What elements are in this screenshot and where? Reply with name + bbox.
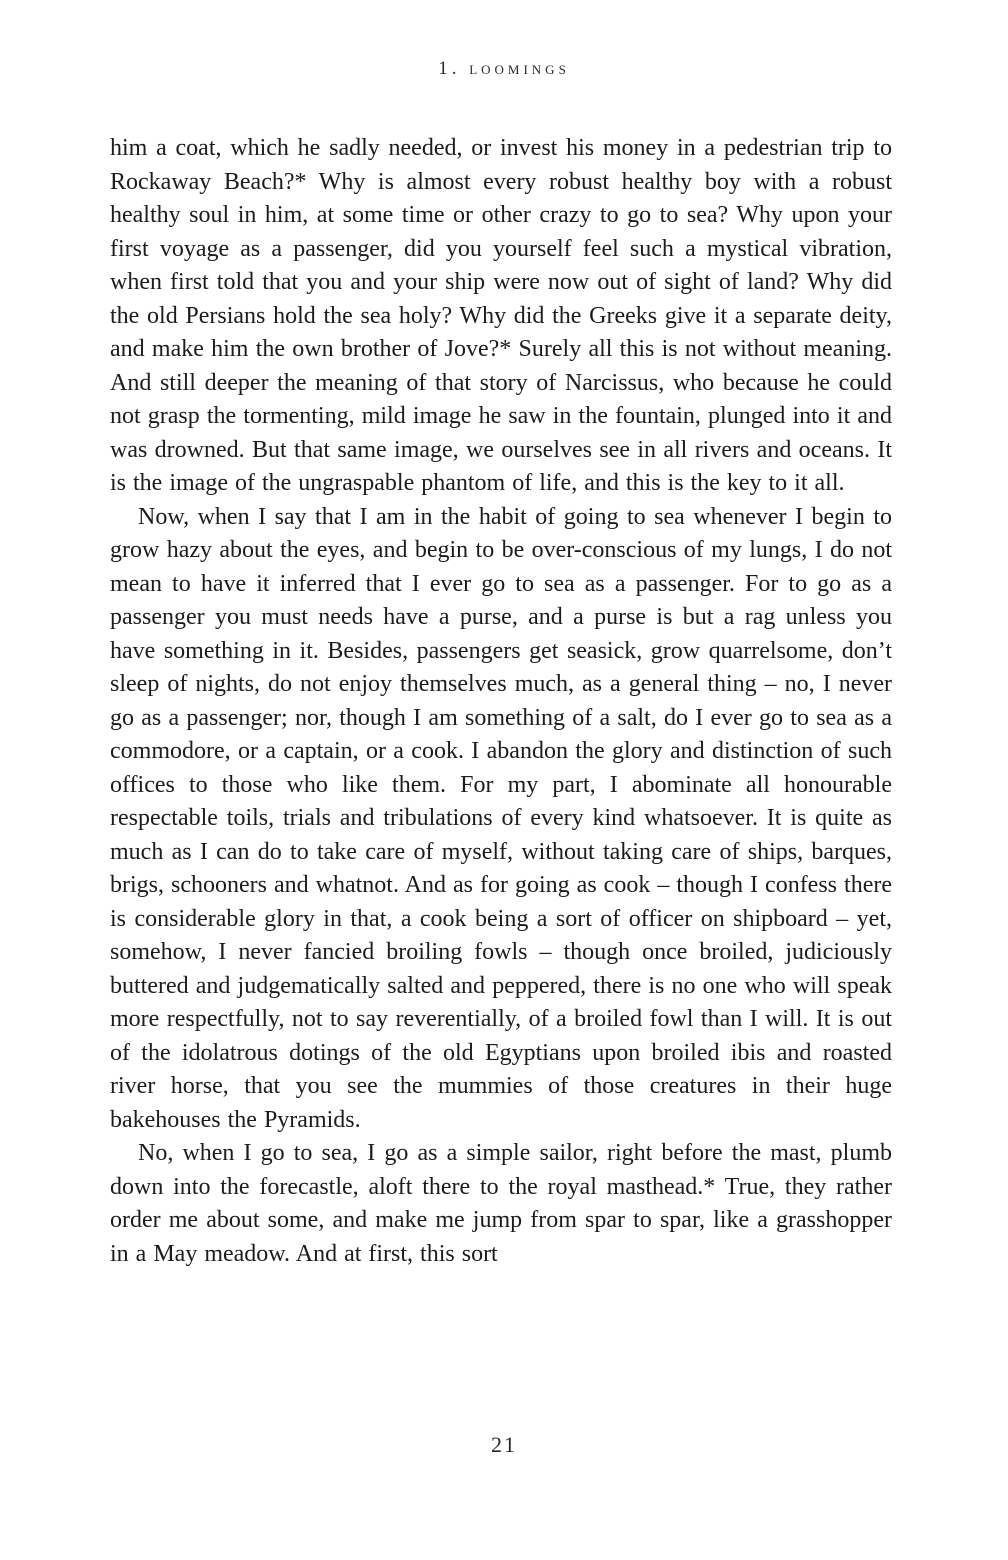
paragraph-continuation: him a coat, which he sadly needed, or invest his money in a pedestrian trip to Rockaway Beach?* Why is almost every robust healthy boy with a robust healthy soul in him, at some time or other crazy to go to sea? Why upon your first voyage as a passenger, did you yourself feel such a mystical vibration, when first told that you and your ship were now out of sight of land? Why did the old Persians hold the sea holy? Why did the Greeks give it a separate deity, and make him the own brother of Jove?* Surely all this is not without meaning. And still deeper the meaning of that story of Narcissus, who because he could not grasp the tormenting, mild image he saw in the fountain, plunged into it and was drowned. But that same image, we ourselves see in all rivers and oceans. It is the image of the ungraspable phantom of life, and this is the key to it all. <box>110 135 892 496</box>
page-number: 21 <box>491 1432 517 1457</box>
text-block <box>110 132 892 1271</box>
paragraph: No, when I go to sea, I go as a simple sailor, right before the mast, plumb down into the forecastle, aloft there to the royal masthead.* True, they rather order me about some, and make me jump from spar to spar, like a grasshopper in a May meadow. And at first, this sort <box>110 1140 892 1267</box>
chapter-running-head: 1. loomings <box>438 58 570 79</box>
paragraph: Now, when I say that I am in the habit of going to sea whenever I begin to grow hazy about the eyes, and begin to be over-conscious of my lungs, I do not mean to have it inferred that I ever go to sea as a passenger. For to go as a passenger you must needs have a purse, and a purse is but a rag unless you have something in it. Besides, passengers get seasick, grow quarrelsome, don’t sleep of nights, do not enjoy themselves much, as a general thing – no, I never go as a passenger; nor, though I am something of a salt, do I ever go to sea as a commodore, or a captain, or a cook. I abandon the glory and distinction of such offices to those who like them. For my part, I abominate all honourable respectable toils, trials and tribulations of every kind whatsoever. It is quite as much as I can do to take care of myself, without taking care of ships, barques, brigs, schooners and whatnot. And as for going as cook – though I confess there is considerable glory in that, a cook being a sort of officer on shipboard – yet, somehow, I never fancied broiling fowls – though once broiled, judiciously buttered and judgematically salted and peppered, there is no one who will speak more respectfully, not to say reverentially, of a broiled fowl than I will. It is out of the idolatrous dotings of the old Egyptians upon broiled ibis and roasted river horse, that you see the mummies of those creatures in their huge bakehouses the Pyramids. <box>110 503 892 1133</box>
